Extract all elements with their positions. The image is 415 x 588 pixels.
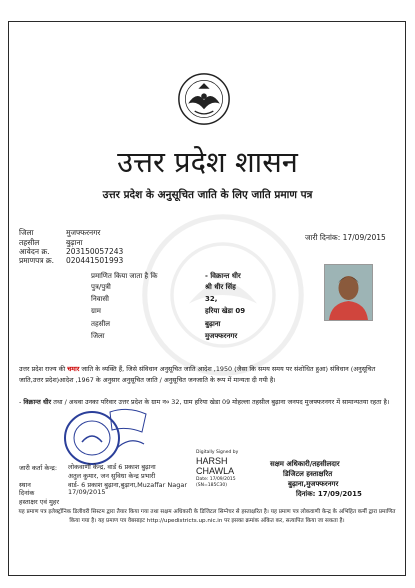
residence-person-name: विक्रान्त धीर: [23, 398, 52, 406]
signer-serial: (SN=185C30): [196, 483, 227, 488]
detail-village-label: ग्राम: [91, 307, 101, 315]
signer-first-name: HARSH: [196, 456, 228, 466]
place-value: वार्ड- 6 प्रकाश बुढ़ाना,बुढ़ाना,Muzaffar Nagar: [68, 481, 188, 489]
issuer-value: लोकवाणी केन्द्र, वार्ड 6 प्रकाश बुढ़ाना: [68, 463, 156, 471]
officer-place: बुढ़ाना,मुजफ्फरनगर: [288, 480, 339, 488]
issue-date: जारी दिनांक: 17/09/2015: [305, 233, 386, 242]
detail-name-value: - विक्रान्त धीर: [205, 272, 241, 280]
digital-signed-label: Digitally Signed by: [196, 450, 239, 455]
detail-village-value: हरिया खेडा 09: [205, 307, 246, 315]
detail-parent-value: श्री धीर सिंह: [205, 283, 236, 291]
watermark-emblem-icon: [138, 210, 308, 380]
detail-tehsil-value: बुढ़ाना: [205, 320, 221, 328]
tehsil-label: तहसील: [19, 238, 40, 247]
caste-statement-paragraph: [19, 364, 394, 386]
district-label: जिला: [19, 228, 34, 237]
caste-name: चमार: [67, 365, 80, 373]
issuer-label: जारी कर्ता केन्द्र:: [19, 464, 58, 472]
issuer-operator: अतुल कुमार, जन सुविधा केन्द्र प्रभारी: [68, 472, 156, 480]
detail-district-label: जिला: [91, 332, 105, 340]
detail-district-value: मुजफ्फरनगर: [205, 332, 238, 340]
signer-last-name: CHAWLA: [196, 466, 235, 476]
residence-statement-rest: तथा / अथवा उनका परिवार उत्तर प्रदेश के ग्राम न० 32, ग्राम हरिया खेडा 09 मोहल्ला तहसील बुढ़ाना जनपद मुजफ्फरनगर में सामान्यतया रहता है।: [51, 398, 390, 406]
certificate-number-label: प्रमाणपत्र क्र.: [19, 256, 55, 265]
certify-intro: प्रमाणित किया जाता है कि: [91, 272, 158, 280]
footer-note: यह प्रमाण पत्र इलेक्ट्रॉनिक डिलीवरी सिस्टम द्वारा तैयार किया गया तथा सक्षम अधिकारी के डिजिटल सिग्नेचर से हस्ताक्षरित है। यह प्रमाण पत्र लोकवाणी केन्द्र के अभिहित कर्मी द्वारा प्रमाणित किया गया है। यह प्रमाण पत्र वेबसाइट http://upedistricts.up.nic.in पर इसका क्रमांक अंकित कर, सत्यापित किया जा सकता है।: [18, 509, 396, 524]
applicant-photo: [324, 264, 373, 321]
detail-resident-label: निवासी: [91, 295, 109, 303]
date-label: दिनांक: [19, 489, 35, 497]
up-government-emblem-icon: [176, 72, 232, 126]
detail-parent-label: पुत्र/पुत्री: [91, 283, 111, 291]
tehsil-value: बुढ़ाना: [66, 238, 83, 247]
certificate-subtitle: उत्तर प्रदेश के अनुसूचित जाति के लिए जाति प्रमाण पत्र: [102, 189, 313, 201]
detail-tehsil-label: तहसील: [91, 320, 110, 328]
application-number-value: 203150057243: [66, 247, 124, 256]
residence-statement-paragraph: - विक्रान्त धीर तथा / अथवा उनका परिवार उत्तर प्रदेश के ग्राम न० 32, ग्राम हरिया खेडा 09 मोहल्ला तहसील बुढ़ाना जनपद मुजफ्फरनगर में सामान्यतया रहता है।: [19, 398, 390, 406]
caste-statement-rest: जाति के व्यक्ति हैं, जिसे संविधान अनुसूचित जाति आदेश ,1950 (जैसा कि समय समय पर संशोधित हुआ) संविधान (अनुसूचित जाति,उत्तर प्रदेश)आदेश ,1967 के अनुसार अनुसूचित जाति / अनुसूचित जनजाति के रूप में मान्यता दी गयी है।: [19, 365, 376, 384]
application-number-label: आवेदन क्र.: [19, 247, 50, 256]
certificate-number-value: 020441501993: [66, 256, 124, 265]
detail-resident-value: 32,: [205, 295, 218, 303]
date-value: 17/09/2015: [68, 488, 106, 496]
place-label: स्थान: [19, 481, 31, 489]
officer-date: दिनांक: 17/09/2015: [296, 490, 362, 498]
signer-date: Date: 17/09/2015: [196, 477, 236, 482]
officer-title: सक्षम अधिकारी/तहसीलदार: [270, 460, 340, 468]
certificate-title: उत्तर प्रदेश शासन: [117, 145, 298, 179]
caste-statement-start: उत्तर प्रदेश राज्य की: [19, 365, 68, 373]
officer-digital-signed: डिजिटल हस्ताक्षरित: [283, 470, 333, 478]
district-value: मुजफ्फरनगर: [66, 228, 101, 237]
seal-label: हस्ताक्षर एवं मुहर: [19, 498, 60, 506]
official-stamp-icon: [62, 402, 148, 470]
